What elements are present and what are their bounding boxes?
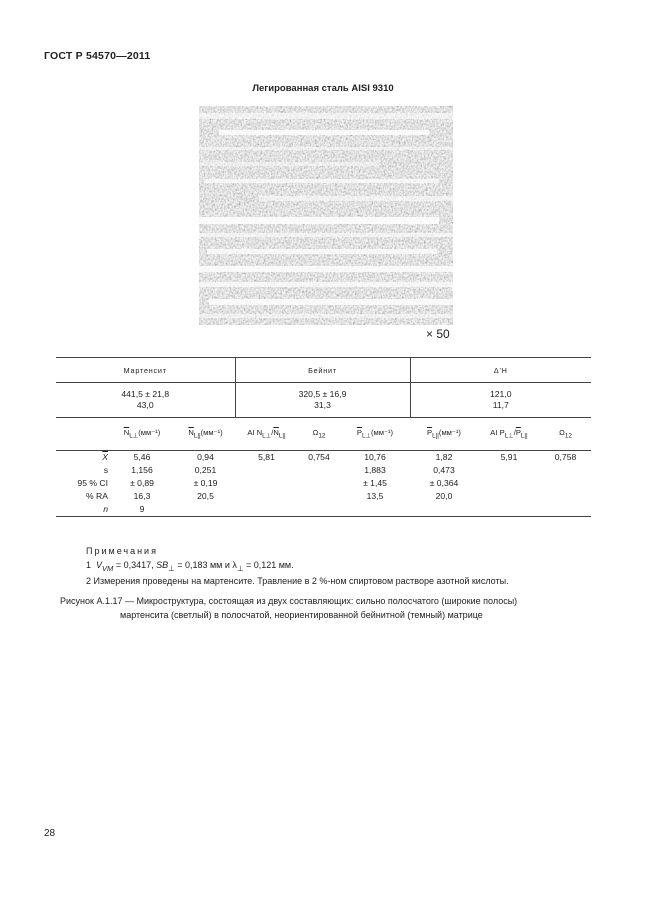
param-omega-p: $\Omega_{12}$ [540,418,591,451]
table-cell: 1,883 [364,465,386,475]
table-cell: 9 [108,503,176,517]
table-cell: 1,82 [435,452,453,462]
group-martensite: Мартенсит [56,358,235,383]
stat-label: 95 % CI [77,478,108,488]
note-1: 1 $V_{VM} = 0,3417$, $SB_\perp = 0,183$ мм и $\lambda_\perp = 0,121$ мм. [86,559,294,573]
table-cell: 5,91 [500,452,518,462]
table-cell [298,490,340,503]
mean-martensite-percent: 43,0 [136,400,154,410]
mean-martensite-value: 441,5 ± 21,8 [121,389,170,399]
table-cell: 1,156 [131,465,153,475]
param-n-perp: $\overline{N}_{L\perp}(мм^{-1})$ [108,418,176,451]
table-row [56,464,591,477]
table-cell [478,490,540,503]
param-p-perp: $\overline{P}_{L\perp}(мм^{-1})$ [340,418,410,451]
table-row [56,477,591,490]
param-ai-n: AI $N_{L\perp}/\overline{N}_{L||}$ [235,418,298,451]
stat-label: n [56,503,108,517]
table-cell [235,490,298,503]
stat-label: % RA [86,491,108,501]
measurement-table [56,357,591,517]
param-p-par: $\overline{P}_{L||}(мм^{-1})$ [410,418,478,451]
caption-line-2: мартенсита (светлый) в полосчатой, неориентированной бейнитной (темный) матрице [120,610,483,620]
stat-label: $\overline{X}$ [102,452,108,462]
table-cell: 0,473 [433,465,455,475]
table-cell [478,464,540,477]
table-cell [540,477,591,490]
table-cell: 20,0 [435,491,453,501]
table-cell [176,503,235,517]
table-cell [298,477,340,490]
table-cell: 0,94 [197,452,214,462]
param-omega-n: $\Omega_{12}$ [298,418,340,451]
caption-line-1: Рисунок А.1.17 — Микроструктура, состоящая из двух составляющих: сильно полосчатого (широкие полосы) [60,596,518,606]
table-row [56,503,591,517]
table-cell [298,503,340,517]
mean-bainite-value: 320,5 ± 16,9 [298,389,347,399]
table-cell: 20,5 [197,491,214,501]
table-cell: ± 0,89 [130,478,154,488]
table-cell: 5,81 [258,452,275,462]
param-ai-p: AI $P_{L\perp}/\overline{P}_{L||}$ [478,418,540,451]
table-cell: 16,3 [133,491,151,501]
table-cell [340,503,410,517]
table-cell [540,464,591,477]
table-cell [540,503,591,517]
table-cell [478,477,540,490]
mean-martensite [56,383,235,418]
table-cell [478,503,540,517]
table-cell: ± 1,45 [363,478,387,488]
mean-bainite-percent: 31,3 [314,400,331,410]
group-delta-h: Δ'H [410,358,591,383]
stat-label: s [103,465,108,475]
mean-delta-h-value: 121,0 [490,389,512,399]
table-cell: 5,46 [133,452,151,462]
table-cell: ± 0,19 [193,478,218,488]
table-cell: 0,754 [308,452,330,462]
group-bainite: Бейнит [235,358,410,383]
table-cell: 10,76 [364,452,386,462]
mean-bainite [235,383,410,418]
parameter-header-row [56,418,591,451]
figure-title: Легированная сталь AISI 9310 [252,83,394,94]
notes-block [86,545,509,588]
magnification-label: × 50 [426,327,450,341]
table-cell: 0,758 [554,452,577,462]
notes-title: Примечания [86,546,158,556]
page-number: 28 [44,828,56,839]
standard-header: ГОСТ Р 54570—2011 [44,50,151,62]
table-cell [540,490,591,503]
table-row [56,490,591,503]
table-cell: 13,5 [366,491,384,501]
table-cell [235,464,298,477]
table-cell [298,464,340,477]
table-cell [235,503,298,517]
note-2: 2 Измерения проведены на мартенсите. Травление в 2 %-ном спиртовом растворе азотной кислоты. [86,575,509,586]
table-cell: ± 0,364 [429,478,459,488]
group-header-row [56,358,591,383]
table-cell: 0,251 [194,465,217,475]
param-n-par: $\overline{N}_{L||}(мм^{-1})$ [176,418,235,451]
table-cell [410,503,478,517]
mean-delta-h [410,383,591,418]
micrograph-image [199,106,453,325]
mean-row [56,383,591,418]
param-blank [56,418,108,451]
table-cell [235,477,298,490]
micrograph-svg [199,106,453,325]
mean-delta-h-percent: 11,7 [492,400,509,410]
figure-caption [60,594,600,622]
table-row [56,451,591,465]
